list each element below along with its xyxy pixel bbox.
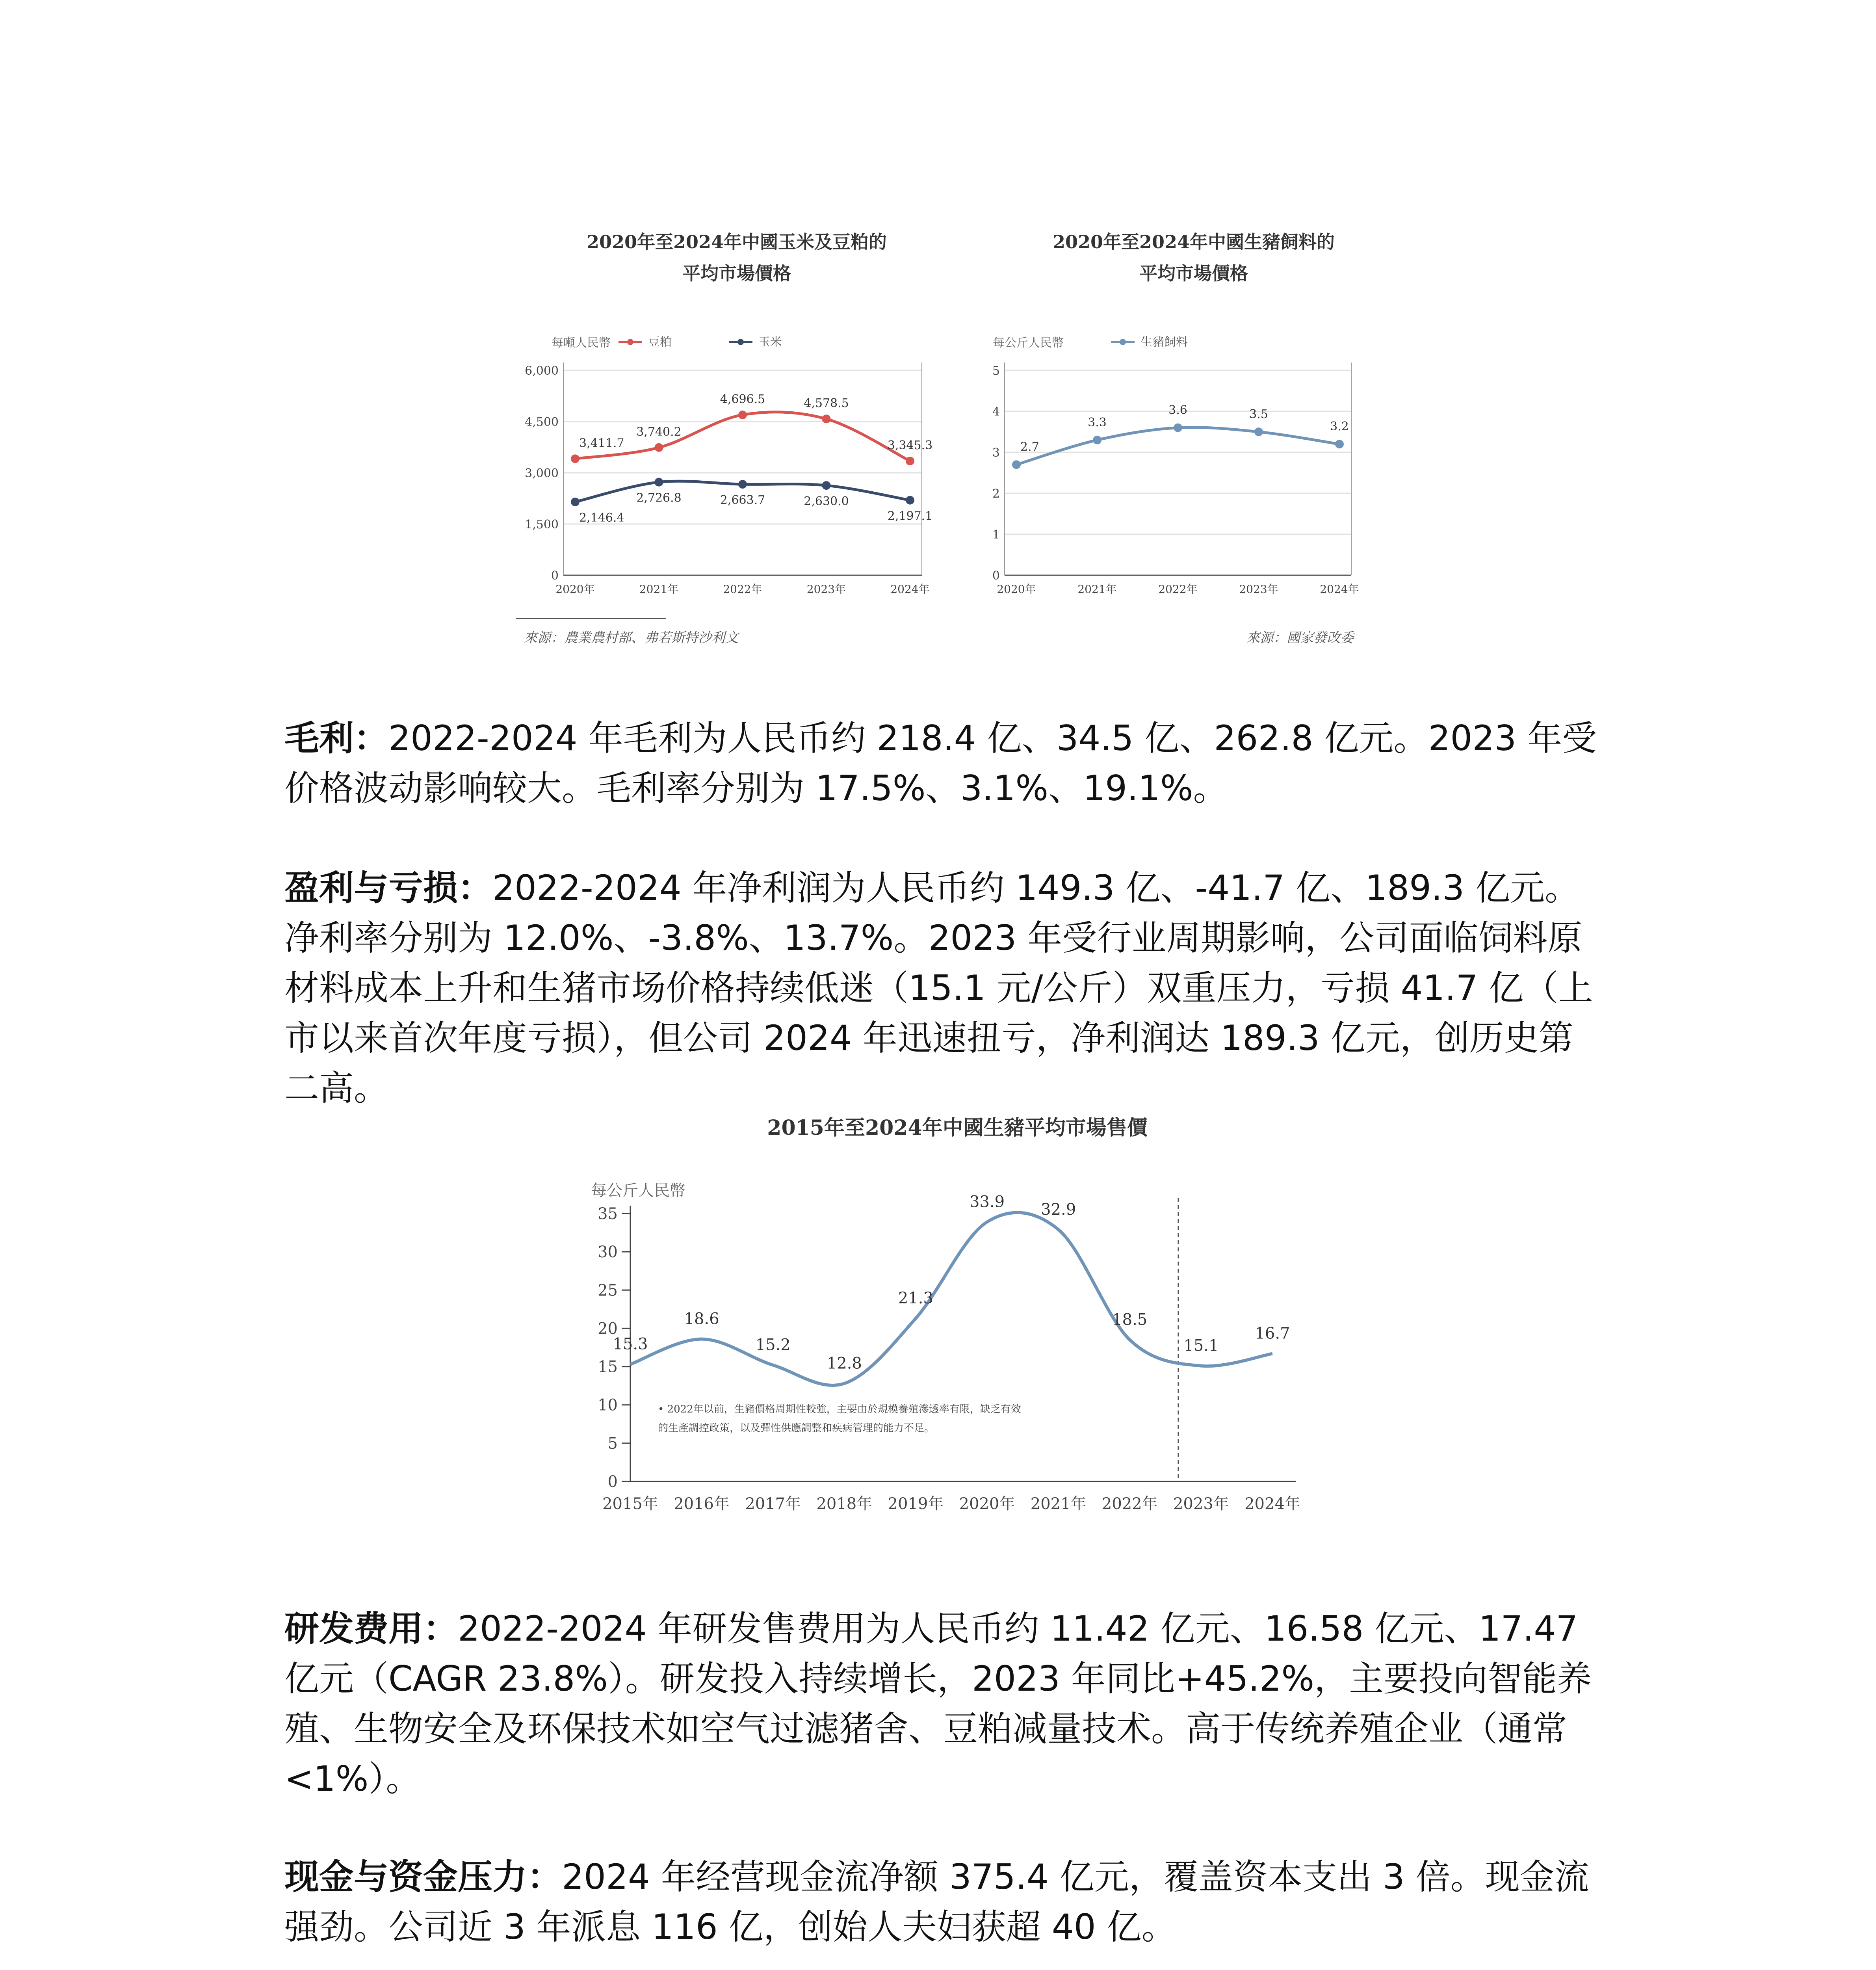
y-tick-label: 6,000 <box>525 364 559 378</box>
legend-marker <box>627 339 633 345</box>
data-point <box>571 498 580 506</box>
y-tick-label: 4 <box>992 405 1000 419</box>
series-line <box>1016 427 1339 465</box>
cash-lead: 现金与资金压力： <box>284 1857 562 1897</box>
chart-source: 來源：國家發改委 <box>1246 630 1354 646</box>
hog-price-chart <box>583 1111 1332 1564</box>
cash-text: 2024 年经营现金流净额 375.4 亿元，覆盖资本支出 3 倍。现金流强劲。公司近 3 年派息 116 亿，创始人夫妇获超 40 亿。 <box>284 1857 1589 1947</box>
data-label: 3.6 <box>1168 403 1187 417</box>
profit-loss-text: 2022-2024 年净利润为人民币约 149.3 亿、-41.7 亿、189.3 亿元。净利率分别为 12.0%、-3.8%、13.7%。2023 年受行业周期影响，公司面临饲料原材料成本上升和生猪市场价格持续低迷（15.1 元/公斤）双重压力，亏损 41.7 亿（上市以来首次年度亏损），但公司 2024 年迅速扭亏，净利润达 189.3 亿元，创历史第二高。 <box>284 868 1593 1108</box>
data-label: 2.7 <box>1020 440 1039 454</box>
y-tick-label: 15 <box>598 1358 618 1376</box>
annotation-line: 的生產調控政策，以及彈性供應調整和疾病管理的能力不足。 <box>658 1422 935 1434</box>
data-label: 15.3 <box>613 1335 648 1353</box>
data-label: 2,663.7 <box>720 493 765 507</box>
y-tick-label: 0 <box>992 569 1000 583</box>
profit-loss-paragraph <box>284 863 1600 1113</box>
cash-paragraph <box>284 1852 1600 1952</box>
data-point <box>1093 436 1101 444</box>
data-label: 18.5 <box>1112 1310 1148 1329</box>
legend-label: 玉米 <box>758 335 782 349</box>
data-point <box>906 457 914 465</box>
data-point <box>571 454 580 463</box>
y-tick-label: 0 <box>551 569 559 583</box>
x-tick-label: 2023年 <box>806 583 846 596</box>
legend-label: 豆粕 <box>648 335 672 349</box>
data-point <box>655 478 663 487</box>
data-label: 32.9 <box>1041 1200 1076 1219</box>
legend-marker <box>1120 339 1126 345</box>
data-point <box>1174 424 1182 432</box>
x-tick-label: 2020年 <box>555 583 595 596</box>
data-point <box>1254 427 1263 436</box>
y-tick-label: 5 <box>607 1434 618 1453</box>
data-label: 12.8 <box>827 1354 862 1373</box>
chart-title-line: 2020年至2024年中國玉米及豆粕的 <box>586 231 887 253</box>
y-tick-label: 25 <box>598 1281 618 1300</box>
data-label: 15.1 <box>1183 1336 1219 1355</box>
x-tick-label: 2021年 <box>639 583 679 596</box>
x-tick-label: 2017年 <box>745 1495 801 1513</box>
data-label: 2,726.8 <box>636 491 682 505</box>
y-axis-label: 每公斤人民幣 <box>591 1182 685 1200</box>
data-label: 18.6 <box>684 1310 719 1328</box>
chart-title-line: 平均市場價格 <box>682 263 791 284</box>
y-tick-label: 3 <box>992 446 1000 460</box>
annotation-line: • 2022年以前，生豬價格周期性較強，主要由於規模養殖滲透率有限，缺乏有效 <box>658 1403 1021 1415</box>
y-tick-label: 4,500 <box>525 415 559 429</box>
data-label: 16.7 <box>1255 1324 1290 1343</box>
y-tick-label: 2 <box>992 487 1000 501</box>
y-tick-label: 0 <box>607 1473 618 1491</box>
data-label: 2,146.4 <box>579 511 624 525</box>
x-tick-label: 2022年 <box>723 583 762 596</box>
chart-title-line: 2020年至2024年中國生豬飼料的 <box>1052 231 1335 253</box>
chart-source: 來源：農業農村部、弗若斯特沙利文 <box>524 630 738 646</box>
data-label: 33.9 <box>970 1193 1005 1211</box>
x-tick-label: 2015年 <box>602 1495 658 1513</box>
data-point <box>906 496 914 505</box>
x-tick-label: 2024年 <box>1320 583 1359 596</box>
y-tick-label: 3,000 <box>525 466 559 480</box>
x-tick-label: 2021年 <box>1030 1495 1087 1513</box>
data-point <box>1335 440 1344 448</box>
data-point <box>1012 460 1021 469</box>
chart-title: 2015年至2024年中國生豬平均市場售價 <box>767 1116 1148 1140</box>
y-tick-label: 5 <box>992 364 1000 378</box>
legend-label: 生豬飼料 <box>1140 335 1188 349</box>
series-line <box>630 1213 1272 1385</box>
corn-soymeal-price-chart <box>500 221 973 678</box>
pig-feed-chart-svg <box>973 221 1414 678</box>
corn-soymeal-chart-svg <box>500 221 973 678</box>
legend-marker <box>737 339 744 345</box>
x-tick-label: 2021年 <box>1077 583 1117 596</box>
gross-profit-paragraph <box>284 713 1600 813</box>
y-tick-label: 1,500 <box>525 518 559 532</box>
data-point <box>822 481 831 490</box>
data-label: 3.2 <box>1330 420 1349 434</box>
data-label: 3.5 <box>1249 407 1268 421</box>
chart-title-line: 平均市場價格 <box>1139 263 1248 284</box>
data-label: 3,411.7 <box>579 436 624 450</box>
x-tick-label: 2018年 <box>816 1495 873 1513</box>
hog-price-chart-svg <box>583 1111 1332 1564</box>
gross-profit-lead: 毛利： <box>284 718 389 758</box>
data-label: 4,696.5 <box>720 392 765 406</box>
x-tick-label: 2024年 <box>1244 1495 1300 1513</box>
y-tick-label: 35 <box>598 1205 618 1223</box>
x-tick-label: 2016年 <box>674 1495 730 1513</box>
data-label: 3,345.3 <box>887 439 933 453</box>
data-label: 2,197.1 <box>887 509 933 523</box>
data-label: 3.3 <box>1088 415 1107 429</box>
data-point <box>822 414 831 423</box>
y-tick-label: 20 <box>598 1320 618 1338</box>
profit-loss-lead: 盈利与亏损： <box>284 868 493 908</box>
y-tick-label: 30 <box>598 1243 618 1262</box>
rnd-text: 2022-2024 年研发售费用为人民币约 11.42 亿元、16.58 亿元、17.47 亿元（CAGR 23.8%）。研发投入持续增长，2023 年同比+45.2%，主要投向智能养殖、生物安全及环保技术如空气过滤猪舍、豆粕减量技术。高于传统养殖企业（通常<1%）。 <box>284 1608 1592 1799</box>
data-label: 2,630.0 <box>804 494 849 509</box>
data-label: 3,740.2 <box>636 425 682 439</box>
series-line <box>575 412 910 461</box>
data-label: 21.3 <box>898 1289 933 1308</box>
pig-feed-price-chart <box>973 221 1414 678</box>
x-tick-label: 2023年 <box>1173 1495 1229 1513</box>
x-tick-label: 2020年 <box>959 1495 1015 1513</box>
y-axis-label: 每噸人民幣 <box>552 336 611 350</box>
x-tick-label: 2022年 <box>1158 583 1198 596</box>
data-label: 4,578.5 <box>804 396 849 411</box>
x-tick-label: 2019年 <box>888 1495 944 1513</box>
y-tick-label: 1 <box>992 528 1000 542</box>
data-point <box>655 443 663 452</box>
y-axis-label: 每公斤人民幣 <box>993 336 1064 350</box>
y-tick-label: 10 <box>598 1396 618 1414</box>
x-tick-label: 2024年 <box>890 583 930 596</box>
x-tick-label: 2023年 <box>1239 583 1278 596</box>
data-label: 15.2 <box>755 1336 791 1354</box>
gross-profit-text: 2022-2024 年毛利为人民币约 218.4 亿、34.5 亿、262.8 亿元。2023 年受价格波动影响较大。毛利率分别为 17.5%、3.1%、19.1%。 <box>284 718 1597 808</box>
x-tick-label: 2020年 <box>997 583 1036 596</box>
rnd-lead: 研发费用： <box>284 1608 458 1649</box>
data-point <box>738 480 747 489</box>
x-tick-label: 2022年 <box>1101 1495 1158 1513</box>
data-point <box>738 411 747 419</box>
rnd-paragraph <box>284 1604 1600 1804</box>
